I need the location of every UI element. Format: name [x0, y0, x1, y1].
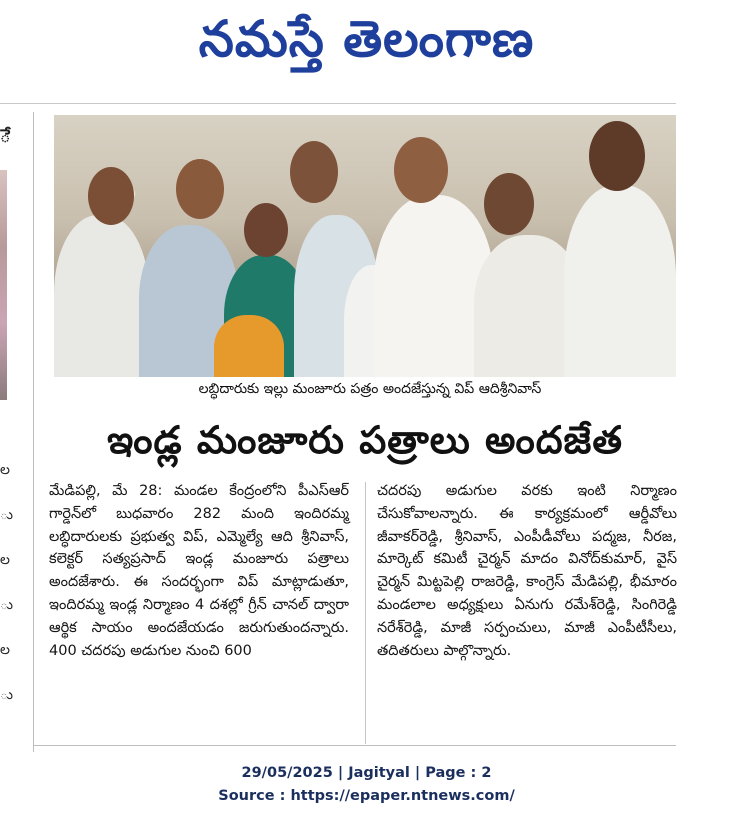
footer-source-line: Source : https://epaper.ntnews.com/	[218, 788, 515, 804]
figure-head	[244, 203, 288, 257]
figure-head	[394, 137, 448, 203]
figure-person	[54, 215, 149, 377]
figure-head	[290, 141, 338, 203]
fragment-3: ల	[0, 552, 10, 568]
figure-head	[484, 173, 534, 235]
fragment-5: ల	[0, 642, 10, 658]
news-photo	[54, 115, 676, 377]
figure-head	[589, 121, 645, 191]
footer-date-line: 29/05/2025 | Jagityal | Page : 2	[241, 765, 492, 781]
masthead-title: నమస్తే తెలంగాణ	[198, 10, 535, 68]
top-rule	[0, 103, 676, 104]
figure-head	[176, 159, 224, 219]
fragment-top: ే	[0, 126, 11, 147]
column-divider	[365, 482, 366, 744]
figure-saree	[214, 315, 284, 377]
body-column-right: చదరపు అడుగుల వరకు ఇంటి నిర్మాణం చేసుకోవాలన్నారు. ఈ కార్యక్రమంలో ఆర్డీవోలు జీవాకర్‌రెడ్డి, శ్రీనివాస్, ఎంపీడీవోలు పద్మజ, నీరజ, మార్కెట్ కమిటీ చైర్మన్ మాదం వినోద్‌కుమార్, వైస్ చైర్మన్ మిట్టపెల్లి రాజరెడ్డి, కాంగ్రెస్ మేడిపల్లి, భీమారం మండలాల అధ్యక్షులు ఏనుగు రమేశ్‌రెడ్డి, సింగిరెడ్డి నరేశ్‌రెడ్డి, మాజీ సర్పంచులు, మాజీ ఎంపీటీసీలు, తదితరులు పాల్గొన్నారు.	[377, 483, 677, 659]
fragment-4: ు	[0, 597, 13, 613]
body-column-left: మేడిపల్లి, మే 28: మండల కేంద్రంలోని పీఎస్ఆర్ గార్డెన్‌లో బుధవారం 282 మంది ఇందిరమ్మ లబ్ధిదారులకు ప్రభుత్వ విప్, ఎమ్మెల్యే ఆది శ్రీనివాస్, కలెక్టర్ సత్యప్రసాద్ ఇండ్ల మంజూరు పత్రాలు అందజేశారు. ఈ సందర్భంగా విప్ మాట్లాడుతూ, ఇందిరమ్మ ఇండ్ల నిర్మాణం 4 దశల్లో గ్రీన్ చానల్ ద్వారా ఆర్థిక సాయం అందజేయడం జరుగుతుందన్నారు. 400 చదరపు అడుగుల నుంచి 600	[49, 483, 349, 659]
photo-caption: లబ్ధిదారుకు ఇల్లు మంజూరు పత్రం అందజేస్తున్న విప్ ఆదిశ్రీనివాస్	[198, 381, 542, 397]
fragment-6: ు	[0, 687, 13, 703]
fragment-1: ల	[0, 462, 10, 478]
fragment-2: ు	[0, 507, 13, 523]
figure-person	[564, 185, 676, 377]
masthead	[0, 0, 733, 100]
bottom-rule	[33, 745, 676, 746]
headline: ఇండ్ల మంజూరు పత్రాలు అందజేత	[107, 418, 623, 462]
adjacent-photo-sliver	[0, 170, 7, 400]
column-separator	[33, 112, 34, 752]
figure-head	[88, 167, 134, 225]
